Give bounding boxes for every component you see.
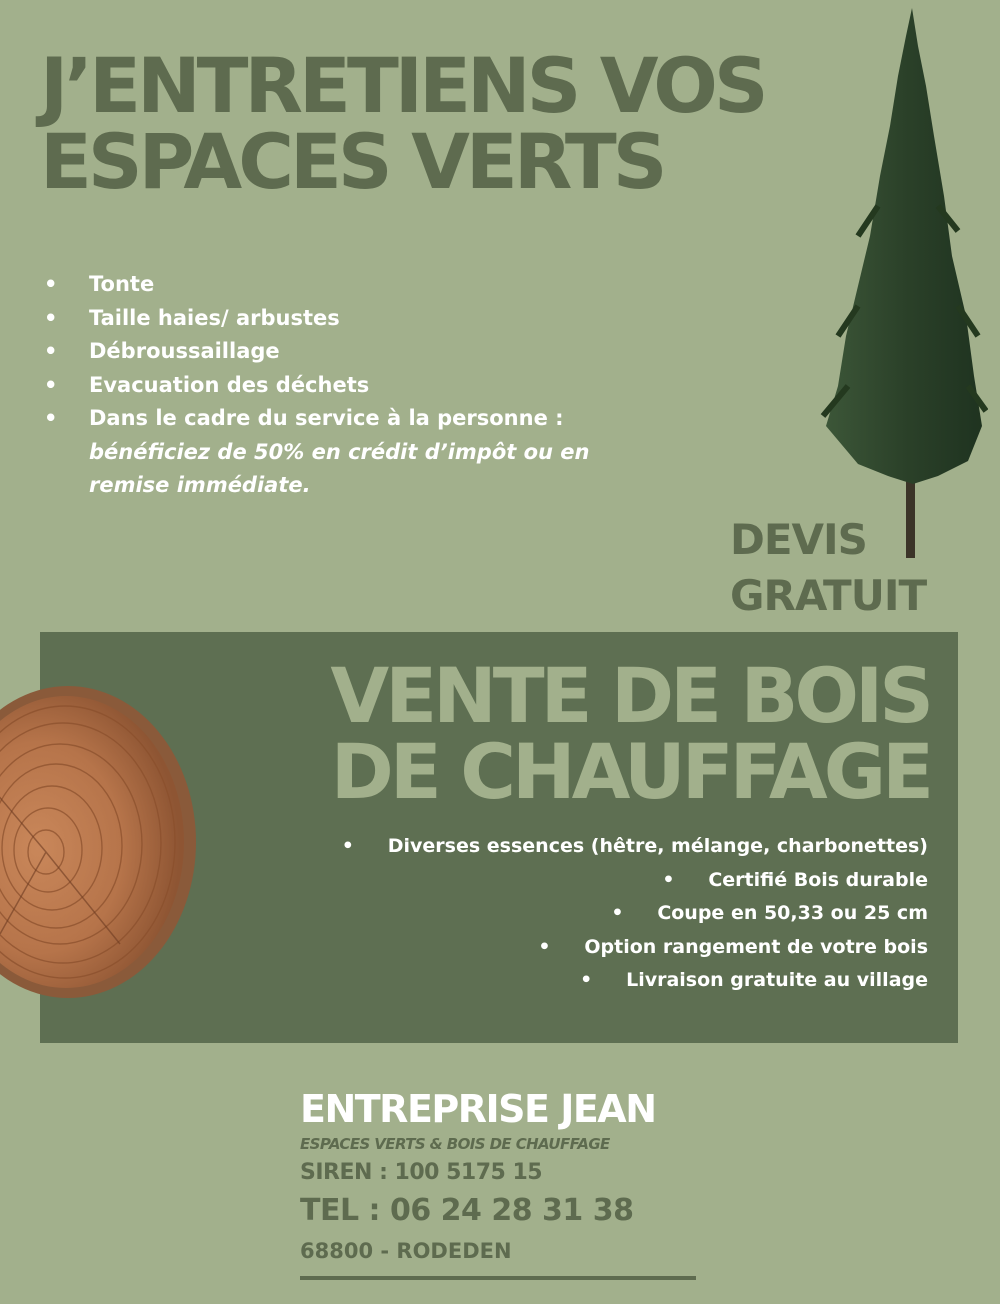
page-title (40, 41, 765, 206)
service-item: • Débroussaillage (44, 335, 644, 369)
firewood-feature-item: • Coupe en 50,33 ou 25 cm (342, 897, 928, 931)
firewood-feature-item: • Livraison gratuite au village (342, 964, 928, 998)
devis-line-1: DEVIS (730, 515, 867, 564)
company-subtitle: ESPACES VERTS & BOIS DE CHAUFFAGE (300, 1135, 610, 1153)
wood-log-slice-icon (0, 684, 200, 1000)
company-city: 68800 - RODEDEN (300, 1239, 512, 1263)
service-item: • Evacuation des déchets (44, 369, 644, 403)
service-item-tax (44, 402, 644, 503)
divider (300, 1276, 696, 1280)
company-info (300, 1085, 700, 1280)
firewood-feature-item: • Diverses essences (hêtre, mélange, charbonettes) (342, 830, 928, 864)
company-name: ENTREPRISE JEAN (300, 1087, 656, 1131)
free-quote-label (730, 512, 926, 624)
service-item: • Taille haies/ arbustes (44, 302, 644, 336)
title-line-1: J’ENTRETIENS VOS (40, 41, 765, 130)
firewood-feature-item: • Option rangement de votre bois (342, 931, 928, 965)
firewood-features-list (342, 830, 928, 998)
tax-credit-emphasis: bénéficiez de 50% en crédit d’impôt ou en remise immédiate. (89, 439, 590, 497)
services-list (44, 268, 644, 503)
company-phone: TEL : 06 24 28 31 38 (300, 1193, 634, 1228)
service-item-label: Dans le cadre du service à la personne : (89, 406, 564, 430)
service-item: • Tonte (44, 268, 644, 302)
wood-title-line-1: VENTE DE BOIS (330, 651, 930, 740)
firewood-title (330, 651, 930, 816)
wood-title-line-2: DE CHAUFFAGE (330, 727, 930, 816)
firewood-feature-item: • Certifié Bois durable (342, 864, 928, 898)
devis-line-2: GRATUIT (730, 571, 927, 620)
title-line-2: ESPACES VERTS (40, 117, 664, 206)
conifer-tree-icon (818, 6, 988, 561)
company-siren: SIREN : 100 5175 15 (300, 1160, 543, 1185)
